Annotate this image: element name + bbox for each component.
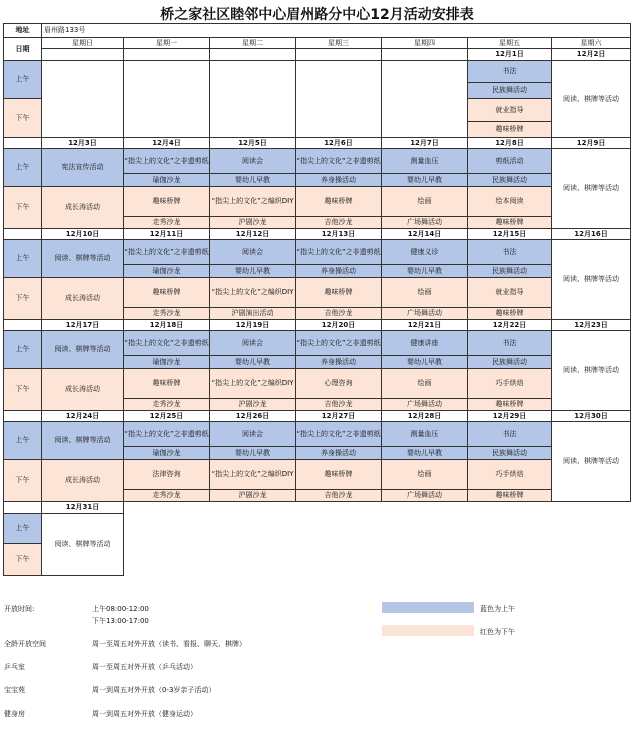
activity-cell: 广场舞活动 [382,490,468,502]
activity-cell: 趣味桥牌 [124,369,210,399]
activity-cell: 健康义诊 [382,240,468,265]
space-hours: 周一至周五对外开放（读书、看报、聊天、棋牌） [92,640,246,648]
activity-cell: 婴幼儿早教 [382,174,468,187]
space-hours: 周一到周五对外开放（健身运动） [92,710,197,718]
date-cell: 12月18日 [124,320,210,331]
date-cell: 12月14日 [382,229,468,240]
space-label: 健身房 [4,710,25,718]
date-cell: 12月6日 [296,138,382,149]
activity-cell: 测量血压 [382,422,468,447]
activity-cell: 绘画 [382,460,468,490]
activity-cell: 宪法宣传活动 [42,149,124,187]
weekday-header: 星期二 [210,38,296,49]
activity-cell: “指尖上的文化”之非遗剪纸 [296,422,382,447]
activity-cell: 成长涛活动 [42,278,124,320]
date-cell: 12月8日 [468,138,552,149]
activity-cell: “指尖上的文化”之非遗剪纸 [124,331,210,356]
activity-cell: 趣味桥牌 [296,278,382,308]
activity-cell: 婴幼儿早教 [382,447,468,460]
activity-cell: 书法 [468,422,552,447]
am-label: 上午 [4,240,42,278]
date-cell: 12月29日 [468,411,552,422]
activity-cell: 趣味桥牌 [468,490,552,502]
activity-cell: 瑜伽沙龙 [124,447,210,460]
activity-cell: “指尖上的文化”之非遗剪纸 [124,422,210,447]
activity-cell: 成长涛活动 [42,369,124,411]
date-cell: 12月17日 [42,320,124,331]
open-time-am: 上午08:00-12:00 [92,605,149,613]
activity-cell: 吉他沙龙 [296,490,382,502]
activity-cell: 绘画 [382,278,468,308]
activity-cell: 健康讲座 [382,331,468,356]
activity-cell: 婴幼儿早教 [382,356,468,369]
activity-cell: 阅读会 [210,331,296,356]
activity-cell: 瑜伽沙龙 [124,356,210,369]
activity-cell: 趣味桥牌 [124,187,210,217]
date-cell: 12月24日 [42,411,124,422]
activity-cell: 养身操活动 [296,174,382,187]
activity-cell: 广场舞活动 [382,217,468,229]
am-label: 上午 [4,422,42,460]
weekday-header: 星期四 [382,38,468,49]
am-label: 上午 [4,61,42,99]
weekday-header: 星期三 [296,38,382,49]
date-cell: 12月13日 [296,229,382,240]
activity-cell: 瑜伽沙龙 [124,265,210,278]
date-cell: 12月26日 [210,411,296,422]
activity-cell: 吉他沙龙 [296,217,382,229]
weekday-header: 星期一 [124,38,210,49]
activity-cell: 婴幼儿早教 [382,265,468,278]
activity-cell: 测量血压 [382,149,468,174]
date-cell: 12月23日 [552,320,631,331]
activity-cell: 广场舞活动 [382,308,468,320]
activity-cell: 书法 [468,240,552,265]
activity-cell: 吉他沙龙 [296,308,382,320]
activity-cell: 民族舞活动 [468,83,552,99]
activity-cell: 阅读、棋牌等活动 [552,149,631,229]
activity-cell: “指尖上的文化”之编织DIY [210,460,296,490]
activity-cell: 法律咨询 [124,460,210,490]
activity-cell: 剪纸活动 [468,149,552,174]
activity-cell: 趣味桥牌 [296,187,382,217]
am-label: 上午 [4,331,42,369]
date-cell: 12月11日 [124,229,210,240]
activity-cell: 民族舞活动 [468,356,552,369]
activity-cell: 阅读会 [210,240,296,265]
activity-cell: 广场舞活动 [382,399,468,411]
activity-cell: 瑜伽沙龙 [124,174,210,187]
activity-cell: 阅读、棋牌等活动 [42,240,124,278]
activity-cell: 心理咨询 [296,369,382,399]
date-cell: 12月19日 [210,320,296,331]
activity-cell: 养身操活动 [296,447,382,460]
activity-cell: 阅读会 [210,422,296,447]
legend-pm-label: 红色为下午 [480,628,515,636]
date-cell: 12月28日 [382,411,468,422]
activity-cell: 阅读、棋牌等活动 [552,240,631,320]
date-cell: 12月12日 [210,229,296,240]
date-cell: 12月7日 [382,138,468,149]
activity-cell: 沪剧演出活动 [210,308,296,320]
activity-cell: 阅读、棋牌等活动 [42,514,124,576]
activity-cell: 走秀沙龙 [124,490,210,502]
activity-cell: 趣味桥牌 [124,278,210,308]
activity-cell: 民族舞活动 [468,174,552,187]
activity-cell: 婴幼儿早教 [210,265,296,278]
activity-cell: 沪剧沙龙 [210,490,296,502]
weekday-header: 星期日 [42,38,124,49]
activity-cell: 婴幼儿早教 [210,174,296,187]
date-cell: 12月9日 [552,138,631,149]
date-cell: 12月16日 [552,229,631,240]
space-label: 全龄开放空间 [4,640,46,648]
space-label: 宝宝苑 [4,686,25,694]
activity-cell: 趣味桥牌 [468,122,552,138]
activity-cell: “指尖上的文化”之编织DIY [210,369,296,399]
activity-cell: 阅读会 [210,149,296,174]
activity-cell: 趣味桥牌 [468,308,552,320]
activity-cell: 阅读、棋牌等活动 [552,331,631,411]
activity-cell: “指尖上的文化”之非遗剪纸 [124,240,210,265]
activity-cell: 趣味桥牌 [296,460,382,490]
activity-cell: 阅读、棋牌等活动 [552,422,631,502]
activity-cell: 就业指导 [468,278,552,308]
date-cell: 12月25日 [124,411,210,422]
legend-am-swatch [382,602,474,613]
activity-cell: 阅读、棋牌等活动 [552,61,631,138]
activity-cell: “指尖上的文化”之非遗剪纸 [124,149,210,174]
activity-cell: 走秀沙龙 [124,217,210,229]
activity-cell: 走秀沙龙 [124,308,210,320]
pm-label: 下午 [4,544,42,576]
date-cell: 12月5日 [210,138,296,149]
activity-cell: 绘画 [382,369,468,399]
activity-cell: 养身操活动 [296,265,382,278]
activity-cell: 吉他沙龙 [296,399,382,411]
activity-cell: 民族舞活动 [468,265,552,278]
activity-cell: 婴幼儿早教 [210,356,296,369]
activity-cell: “指尖上的文化”之非遗剪纸 [296,149,382,174]
activity-cell: 绘画 [382,187,468,217]
open-time-label: 开放时间: [4,605,35,613]
space-label: 乒乓室 [4,663,25,671]
date-label: 日期 [4,38,42,61]
date-cell: 12月3日 [42,138,124,149]
activity-cell: 成长涛活动 [42,187,124,229]
pm-label: 下午 [4,460,42,502]
page-title: 桥之家社区睦邻中心眉州路分中心12月活动安排表 [160,7,474,23]
open-time-pm: 下午13:00-17:00 [92,617,149,625]
date-cell: 12月30日 [552,411,631,422]
activity-cell: “指尖上的文化”之非遗剪纸 [296,331,382,356]
activity-cell: “指尖上的文化”之非遗剪纸 [296,240,382,265]
activity-cell: 婴幼儿早教 [210,447,296,460]
weekday-header: 星期五 [468,38,552,49]
activity-cell: 走秀沙龙 [124,399,210,411]
date-cell: 12月20日 [296,320,382,331]
activity-cell: 巧手烘焙 [468,460,552,490]
address-label: 地址 [4,24,42,38]
activity-cell: 成长涛活动 [42,460,124,502]
date-cell: 12月15日 [468,229,552,240]
activity-cell: 阅读、棋牌等活动 [42,331,124,369]
date-cell: 12月2日 [552,49,631,61]
activity-cell: 就业指导 [468,99,552,122]
date-cell: 12月1日 [468,49,552,61]
pm-label: 下午 [4,278,42,320]
am-label: 上午 [4,149,42,187]
activity-cell: 绘本阅读 [468,187,552,217]
activity-cell: 书法 [468,331,552,356]
pm-label: 下午 [4,187,42,229]
activity-cell: 趣味桥牌 [468,399,552,411]
activity-cell: 民族舞活动 [468,447,552,460]
pm-label: 下午 [4,369,42,411]
activity-cell: 沪剧沙龙 [210,217,296,229]
date-cell: 12月10日 [42,229,124,240]
date-cell: 12月4日 [124,138,210,149]
legend-am-label: 蓝色为上午 [480,605,515,613]
activity-cell: 养身操活动 [296,356,382,369]
legend-pm-swatch [382,625,474,636]
date-cell: 12月31日 [42,502,124,514]
activity-cell: 书法 [468,61,552,83]
space-hours: 周一至周五对外开放（乒乓活动） [92,663,197,671]
date-cell: 12月27日 [296,411,382,422]
footer [0,598,634,736]
activity-cell: 巧手烘焙 [468,369,552,399]
am-label: 上午 [4,514,42,544]
activity-cell: 阅读、棋牌等活动 [42,422,124,460]
weekday-header: 星期六 [552,38,631,49]
activity-cell: 沪剧沙龙 [210,399,296,411]
activity-cell: “指尖上的文化”之编织DIY [210,278,296,308]
date-cell: 12月21日 [382,320,468,331]
schedule-table [3,23,631,576]
space-hours: 周一到周五对外开放（0-3岁亲子活动） [92,686,216,694]
activity-cell: 趣味桥牌 [468,217,552,229]
activity-cell: “指尖上的文化”之编织DIY [210,187,296,217]
date-cell: 12月22日 [468,320,552,331]
pm-label: 下午 [4,99,42,138]
address-value: 眉州路133号 [42,24,631,38]
